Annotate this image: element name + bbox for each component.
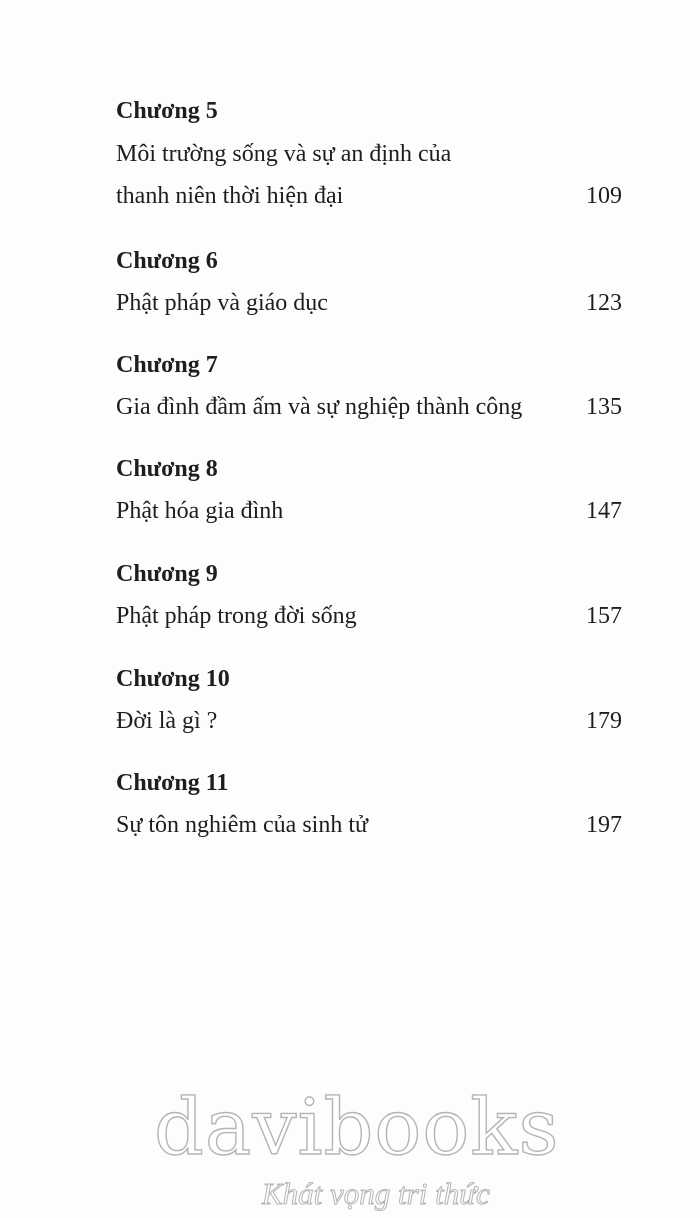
entry-title-line — [116, 706, 622, 736]
chapter-label: Chương 11 — [116, 770, 229, 796]
page-number: 197 — [586, 812, 622, 838]
toc-entry-chapter-8 — [116, 454, 622, 526]
entry-title-line — [116, 181, 622, 211]
entry-title-line — [116, 139, 622, 169]
page-number: 135 — [586, 394, 622, 420]
page-number: 123 — [586, 290, 622, 316]
toc-entry-chapter-9 — [116, 559, 622, 631]
entry-title: Đời là gì ? — [116, 708, 218, 734]
page-number: 147 — [586, 498, 622, 524]
entry-title-line — [116, 288, 622, 318]
entry-title-line — [116, 810, 622, 840]
toc-entry-chapter-6 — [116, 246, 622, 318]
entry-title-line — [116, 601, 622, 631]
entry-title: Môi trường sống và sự an định của — [116, 141, 452, 167]
entry-title: Sự tôn nghiêm của sinh tử — [116, 812, 368, 838]
watermark-tagline: Khát vọng tri thức — [262, 1176, 490, 1211]
page-number: 179 — [586, 708, 622, 734]
entry-title-line — [116, 392, 622, 422]
toc-entry-chapter-7 — [116, 350, 622, 422]
entry-title: Gia đình đầm ấm và sự nghiệp thành công — [116, 394, 523, 420]
watermark-brand: davibooks — [154, 1083, 560, 1173]
page-number: 109 — [586, 183, 622, 209]
entry-title: thanh niên thời hiện đại — [116, 183, 344, 209]
toc-entry-chapter-11 — [116, 768, 622, 840]
chapter-label: Chương 8 — [116, 456, 218, 482]
chapter-label: Chương 7 — [116, 352, 218, 378]
entry-title: Phật pháp trong đời sống — [116, 603, 357, 629]
entry-title: Phật hóa gia đình — [116, 498, 284, 524]
page-number: 157 — [586, 603, 622, 629]
entry-title-line — [116, 496, 622, 526]
chapter-label: Chương 10 — [116, 666, 230, 692]
toc-entry-chapter-5 — [116, 96, 622, 211]
chapter-label: Chương 5 — [116, 98, 218, 124]
entry-title: Phật pháp và giáo dục — [116, 290, 328, 316]
chapter-label: Chương 6 — [116, 248, 218, 274]
toc-entry-chapter-10 — [116, 664, 622, 736]
watermark — [0, 1085, 700, 1218]
chapter-label: Chương 9 — [116, 561, 218, 587]
